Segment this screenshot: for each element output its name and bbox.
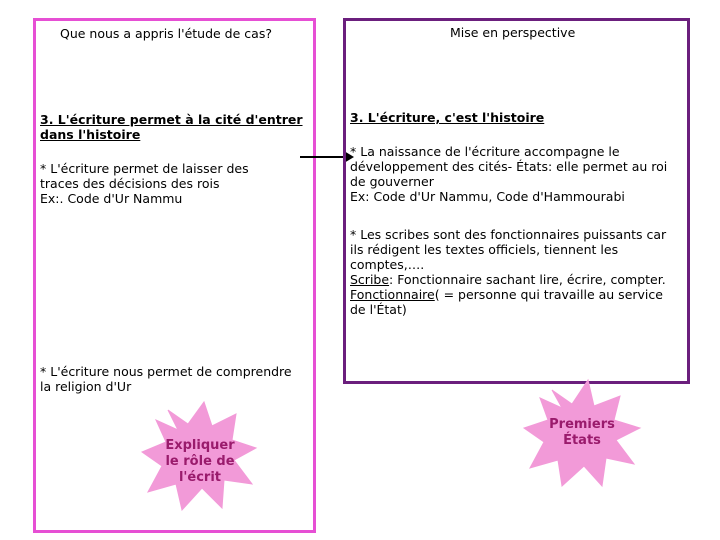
left-badge-line-3: l'écrit — [178, 470, 222, 485]
scribe-definition — [350, 272, 666, 287]
fonctionnaire-def: ( = personne qui travaille au service — [434, 287, 663, 302]
left-point-religion — [40, 364, 292, 394]
right-badge-line-1: Premiers — [549, 417, 615, 432]
right-point1-line-1: * La naissance de l'écriture accompagne le — [350, 144, 620, 159]
right-heading: 3. L'écriture, c'est l'histoire — [350, 110, 545, 125]
right-point2-line-1: * Les scribes sont des fonctionnaires puissants car — [350, 227, 667, 242]
left-point2-line-1: * L'écriture nous permet de comprendre — [40, 364, 292, 379]
explain-writing-badge — [140, 400, 260, 512]
left-heading — [40, 112, 303, 142]
first-states-badge — [522, 378, 642, 488]
right-point-scribes — [350, 227, 666, 317]
left-heading-line-2: dans l'histoire — [40, 127, 141, 142]
left-badge-line-2: le rôle de — [165, 454, 235, 469]
explain-writing-label — [140, 400, 260, 518]
right-point-cities — [350, 144, 667, 204]
left-point1-line-1: * L'écriture permet de laisser des — [40, 161, 249, 176]
right-point2-line-3: comptes,…. — [350, 257, 425, 272]
left-point2-line-2: la religion d'Ur — [40, 379, 132, 394]
right-point1-line-2: développement des cités- États: elle permet au roi — [350, 159, 668, 174]
right-point2-line-2: ils rédigent les textes officiels, tiennent les — [350, 242, 619, 257]
left-panel-title: Que nous a appris l'étude de cas? — [60, 26, 272, 41]
first-states-label — [522, 378, 642, 504]
scribe-def: : Fonctionnaire sachant lire, écrire, compter. — [389, 272, 666, 287]
fonctionnaire-definition — [350, 287, 666, 302]
scribe-term: Scribe — [350, 272, 390, 287]
right-panel-title: Mise en perspective — [450, 25, 576, 40]
right-point1-line-3: de gouverner — [350, 174, 434, 189]
left-point-writing-traces — [40, 161, 249, 206]
left-point1-line-2: traces des décisions des rois — [40, 176, 220, 191]
left-heading-line-1: 3. L'écriture permet à la cité d'entrer — [40, 112, 303, 127]
right-point1-line-4: Ex: Code d'Ur Nammu, Code d'Hammourabi — [350, 189, 625, 204]
fonctionnaire-def-line-2: de l'État) — [350, 302, 407, 317]
fonctionnaire-term: Fonctionnaire — [350, 287, 435, 302]
right-badge-line-2: États — [563, 433, 601, 448]
left-badge-line-1: Expliquer — [165, 438, 235, 453]
left-point1-line-3: Ex:. Code d'Ur Nammu — [40, 191, 183, 206]
